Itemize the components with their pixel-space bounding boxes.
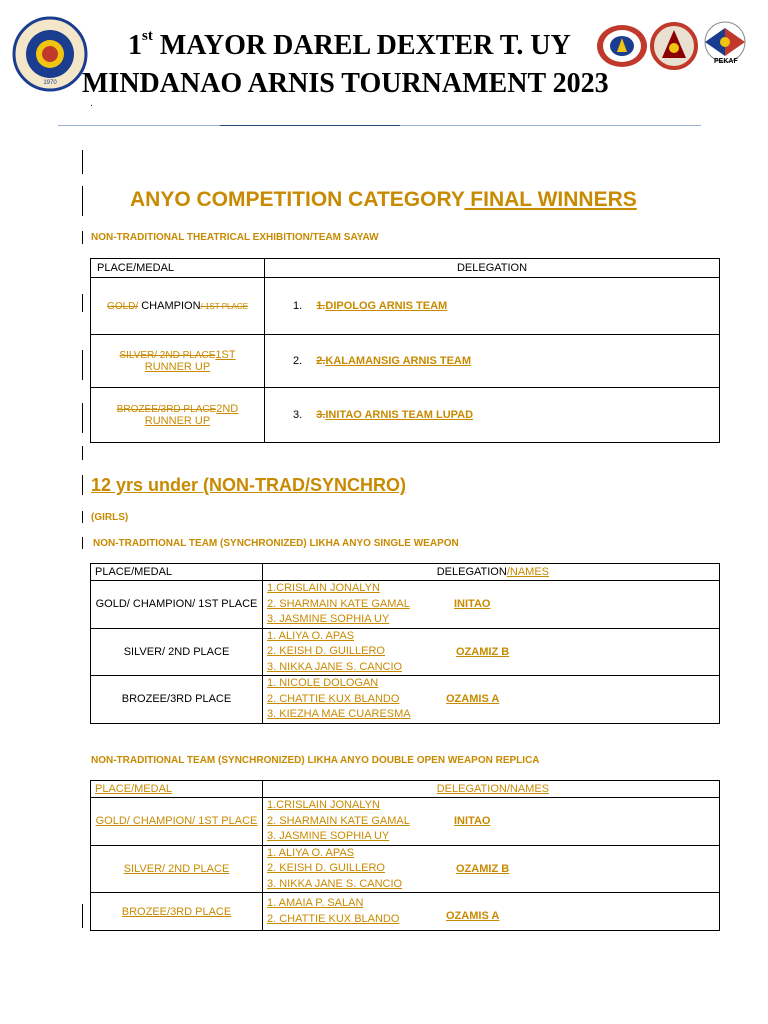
col-header-place: PLACE/MEDAL	[91, 781, 263, 798]
names-cell: 1. ALIYA O. APAS 2. KEISH D. GUILLERO 3. NIKKA JANE S. CANCIO OZAMIZ B	[263, 845, 720, 893]
place-cell: SILVER/ 2ND PLACE1ST RUNNER UP	[91, 335, 265, 388]
arnis-emblem-logo	[596, 24, 648, 68]
federation-emblem-logo	[646, 22, 702, 70]
delegation-cell: 1. 1.DIPOLOG ARNIS TEAM	[265, 278, 720, 335]
change-bar	[82, 350, 83, 380]
names-cell: 1. NICOLE DOLOGAN 2. CHATTIE KUX BLANDO 3. KIEZHA MAE CUARESMA OZAMIS A	[263, 676, 720, 724]
names-cell: 1. AMAIA P. SALAN 2. CHATTIE KUX BLANDO OZAMIS A	[263, 893, 720, 931]
change-bar	[82, 231, 83, 244]
change-bar	[82, 294, 83, 312]
table-row	[91, 581, 720, 629]
col-header-delegation: DELEGATION/NAMES	[263, 564, 720, 581]
change-bar	[82, 475, 83, 495]
delegation-name: OZAMIS A	[446, 693, 500, 705]
delegation-name: OZAMIS A	[446, 910, 500, 922]
place-cell: GOLD/ CHAMPION/ 1ST PLACE	[91, 278, 265, 335]
girls-label: (GIRLS)	[91, 512, 129, 523]
table-row	[91, 388, 720, 443]
section-title: NON-TRADITIONAL THEATRICAL EXHIBITION/TEAM SAYAW	[91, 232, 379, 243]
header-divider-accent	[220, 125, 400, 126]
names-cell: 1.CRISLAIN JONALYN 2. SHARMAIN KATE GAMAL 3. JASMINE SOPHIA UY INITAO	[263, 798, 720, 846]
change-bar	[82, 904, 83, 928]
table-row	[91, 845, 720, 893]
place-cell: GOLD/ CHAMPION/ 1ST PLACE	[91, 798, 263, 846]
pekaf-logo	[700, 20, 750, 70]
table-single-weapon	[90, 563, 720, 724]
change-bar	[82, 446, 83, 460]
col-header-delegation: DELEGATION	[265, 259, 720, 278]
place-cell: GOLD/ CHAMPION/ 1ST PLACE	[91, 581, 263, 629]
delegation-name: OZAMIZ B	[456, 862, 510, 875]
delegation-cell: 2. 2.KALAMANSIG ARNIS TEAM	[265, 335, 720, 388]
age-category-heading: 12 yrs under (NON-TRAD/SYNCHRO)	[91, 475, 407, 495]
section-title: NON-TRADITIONAL TEAM (SYNCHRONIZED) LIKHA ANYO DOUBLE OPEN WEAPON REPLICA	[91, 755, 540, 766]
col-header-place: PLACE/MEDAL	[91, 259, 265, 278]
delegation-name: INITAO	[454, 815, 491, 827]
svg-text:1970: 1970	[43, 80, 57, 86]
table-row	[91, 628, 720, 676]
table-row	[91, 798, 720, 846]
change-bar	[82, 150, 83, 174]
table-row	[91, 893, 720, 931]
table-double-weapon	[90, 780, 720, 931]
place-cell: BROZEE/3RD PLACE	[91, 676, 263, 724]
delegation-name: INITAO	[454, 598, 491, 610]
delegation-cell: 3. 3.INITAO ARNIS TEAM LUPAD	[265, 388, 720, 443]
stray-dot: .	[90, 98, 93, 109]
change-bar	[82, 403, 83, 433]
place-cell: SILVER/ 2ND PLACE	[91, 845, 263, 893]
delegation-name: OZAMIZ B	[456, 645, 510, 658]
place-cell: BROZEE/3RD PLACE	[91, 893, 263, 931]
pekaf-label: PEKAF	[714, 58, 738, 65]
col-header-place: PLACE/MEDAL	[91, 564, 263, 581]
col-header-delegation: DELEGATION/NAMES	[263, 781, 720, 798]
title-line-1: 1st MAYOR DAREL DEXTER T. UY	[128, 28, 571, 61]
section-title: NON-TRADITIONAL TEAM (SYNCHRONIZED) LIKHA ANYO SINGLE WEAPON	[93, 538, 459, 549]
change-bar	[82, 511, 83, 523]
city-seal-logo	[12, 16, 88, 92]
change-bar	[82, 537, 83, 549]
names-cell: 1.CRISLAIN JONALYN 2. SHARMAIN KATE GAMAL 3. JASMINE SOPHIA UY INITAO	[263, 581, 720, 629]
change-bar	[82, 186, 83, 216]
table-row	[91, 278, 720, 335]
table-row	[91, 335, 720, 388]
place-cell: SILVER/ 2ND PLACE	[91, 628, 263, 676]
table-row	[91, 676, 720, 724]
main-heading: ANYO COMPETITION CATEGORY FINAL WINNERS	[130, 188, 637, 211]
names-cell: 1. ALIYA O. APAS 2. KEISH D. GUILLERO 3. NIKKA JANE S. CANCIO OZAMIZ B	[263, 628, 720, 676]
table-theatrical-exhibition	[90, 258, 720, 443]
place-cell: BROZEE/3RD PLACE2ND RUNNER UP	[91, 388, 265, 443]
title-line-2: MINDANAO ARNIS TOURNAMENT 2023	[82, 68, 609, 99]
